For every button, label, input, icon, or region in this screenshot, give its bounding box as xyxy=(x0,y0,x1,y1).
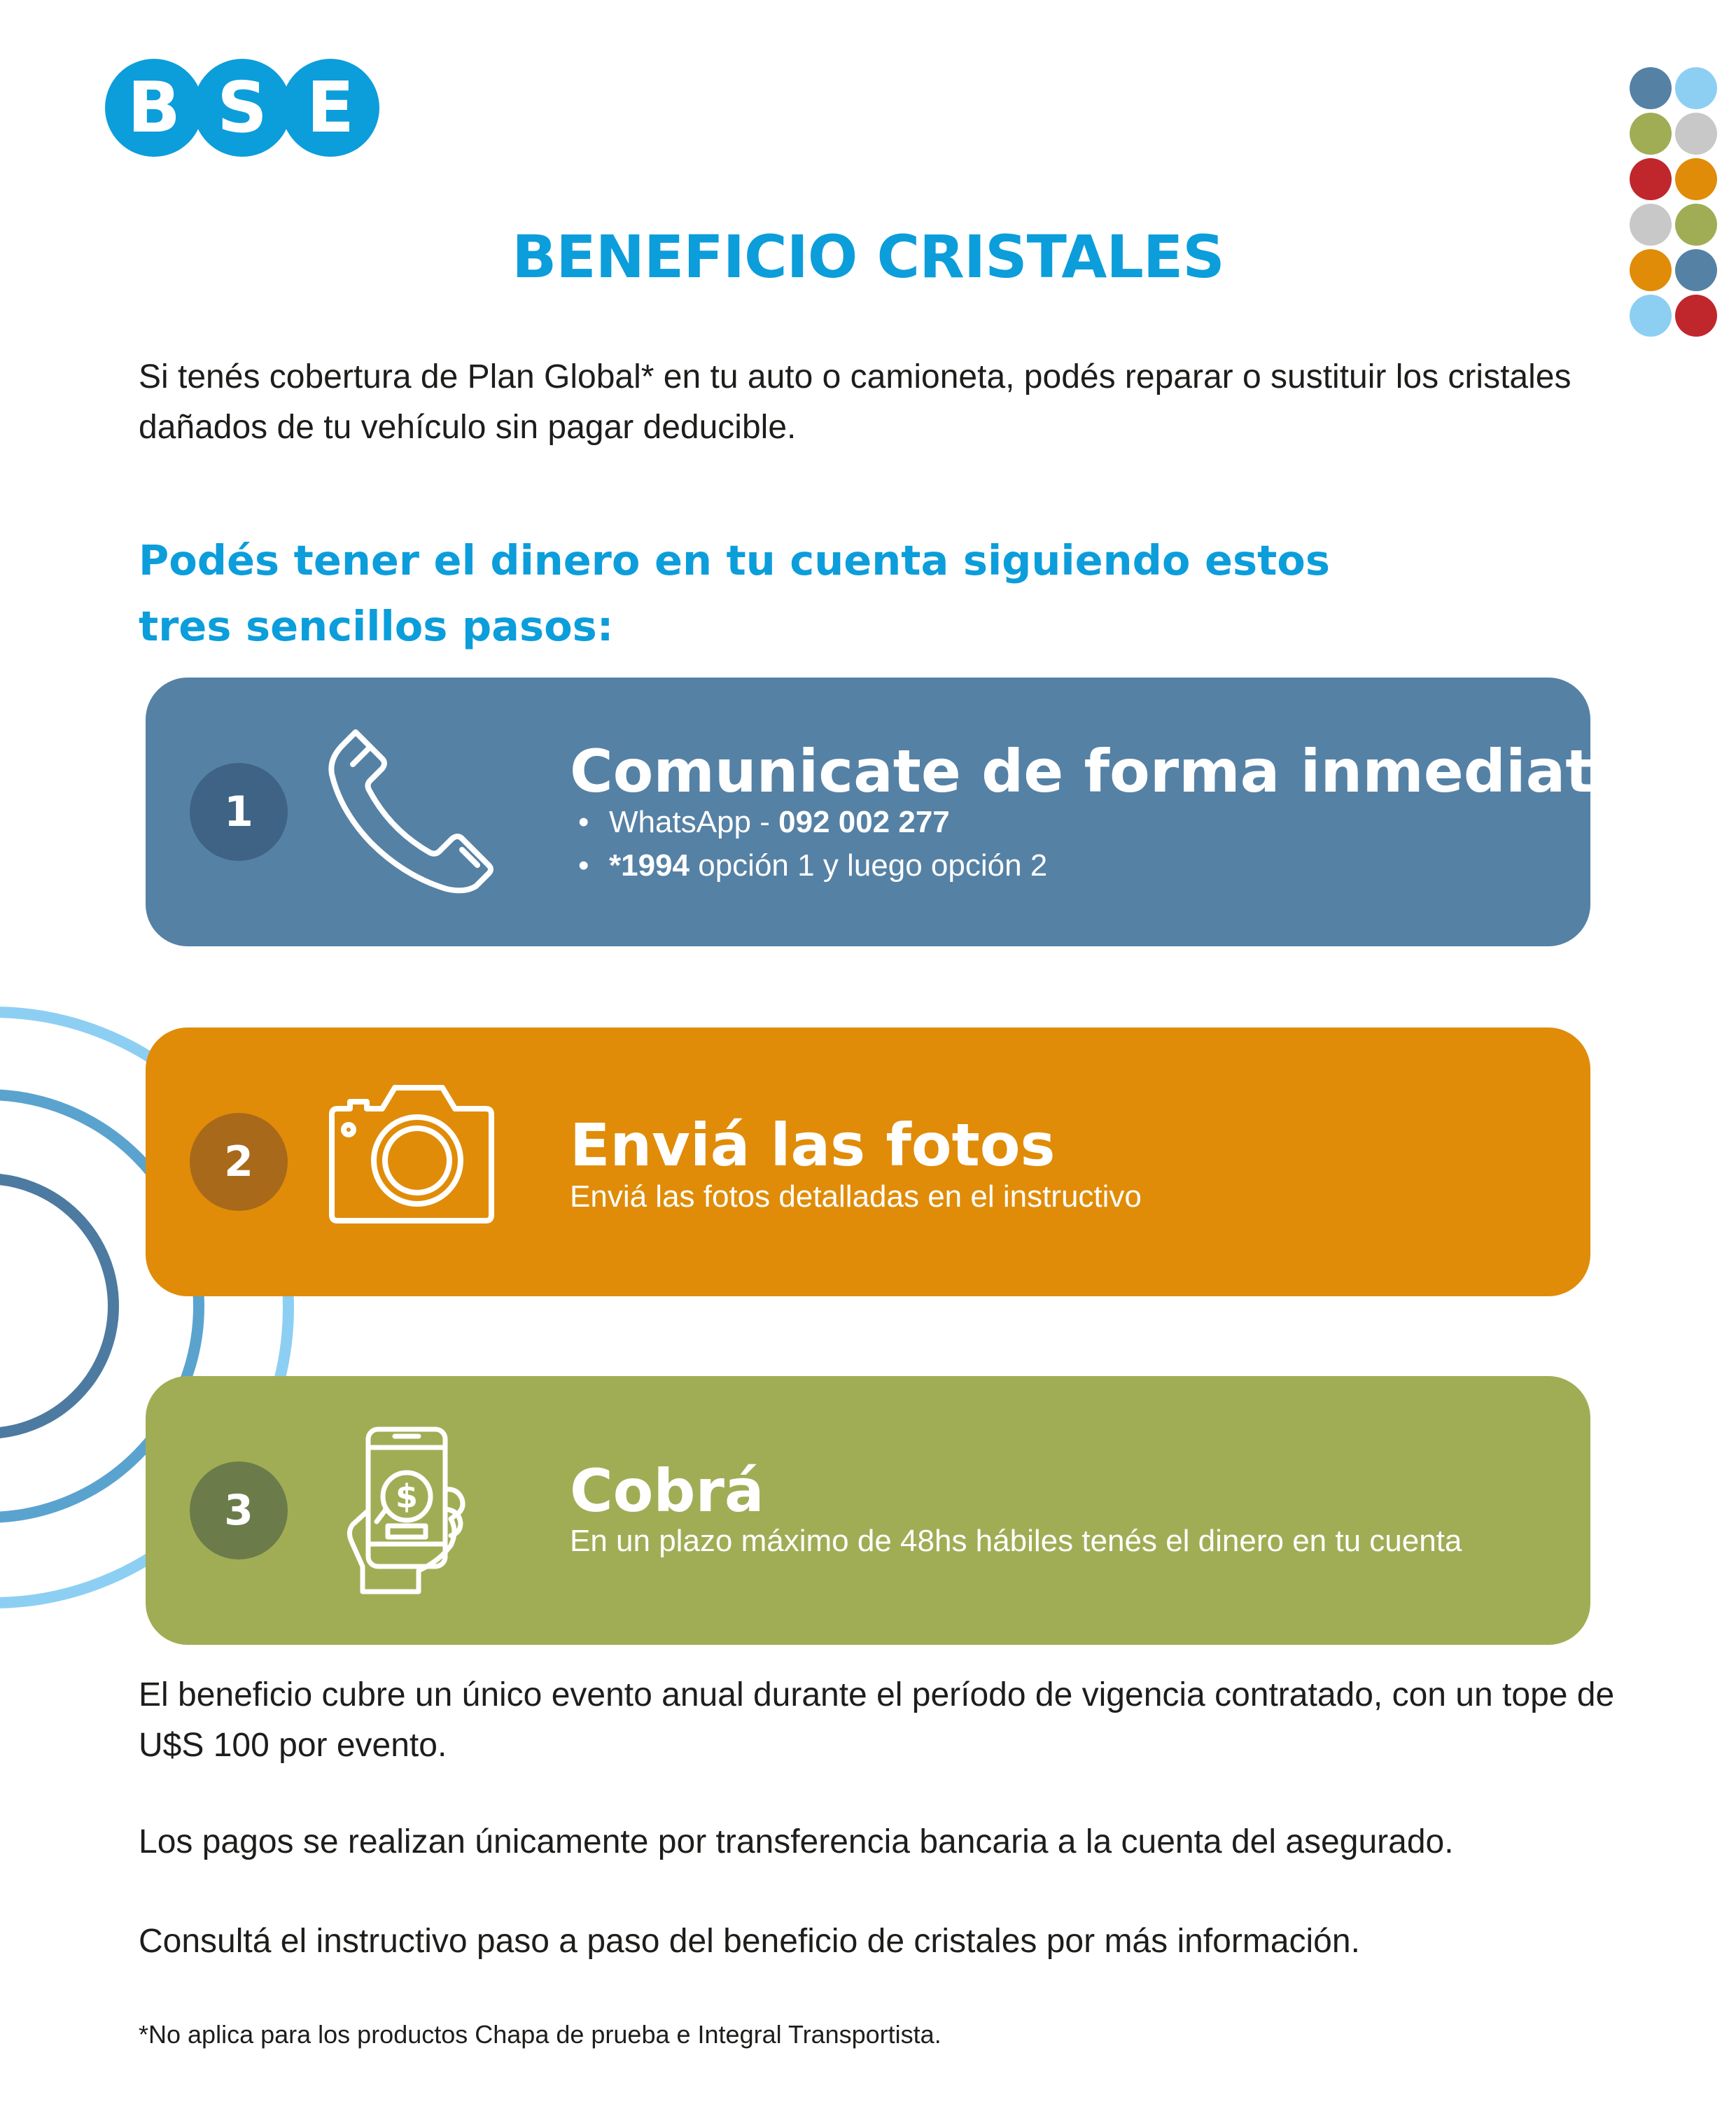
decorative-dot xyxy=(1675,113,1717,155)
svg-text:$: $ xyxy=(395,1478,419,1515)
phone-icon xyxy=(328,728,496,896)
step-card-2 xyxy=(146,1028,1590,1296)
decorative-dot xyxy=(1630,158,1672,200)
instructions-paragraph: Consultá el instructivo paso a paso del beneficio de cristales por más información. xyxy=(139,1923,1360,1960)
contact-label: WhatsApp - xyxy=(609,805,779,839)
contact-item-phone xyxy=(578,844,1047,888)
decorative-dot-grid xyxy=(1630,67,1729,340)
decorative-dot xyxy=(1630,67,1672,109)
step-title: Cobrá xyxy=(570,1457,764,1525)
page-title: BENEFICIO CRISTALES xyxy=(512,223,1224,291)
mobile-payment-icon xyxy=(328,1426,496,1594)
step-number: 1 xyxy=(190,763,288,861)
bse-logo xyxy=(105,59,370,157)
contact-item-whatsapp xyxy=(578,801,1047,844)
phone-shortcode: *1994 xyxy=(609,848,690,883)
decorative-dot xyxy=(1675,295,1717,337)
step-number: 2 xyxy=(190,1113,288,1211)
decorative-dot xyxy=(1630,113,1672,155)
logo-letter-s: S xyxy=(193,59,291,157)
phone-options: opción 1 y luego opción 2 xyxy=(690,848,1048,883)
step-description: En un plazo máximo de 48hs hábiles tenés el dinero en tu cuenta xyxy=(570,1524,1462,1558)
camera-icon xyxy=(328,1078,496,1246)
logo-letter-e: E xyxy=(281,59,379,157)
step-title: Comunicate de forma inmediata xyxy=(570,737,1634,806)
decorative-dot xyxy=(1675,158,1717,200)
decorative-dot xyxy=(1630,295,1672,337)
intro-text: Si tenés cobertura de Plan Global* en tu auto o camioneta, podés reparar o sustituir los cristales dañados de tu vehículo sin pagar deducible. xyxy=(139,358,1572,446)
whatsapp-number: 092 002 277 xyxy=(778,805,950,839)
payment-paragraph: Los pagos se realizan únicamente por transferencia bancaria a la cuenta del asegurado. xyxy=(139,1823,1454,1860)
step-number: 3 xyxy=(190,1461,288,1559)
decorative-dot xyxy=(1675,67,1717,109)
step-description: Enviá las fotos detalladas en el instructivo xyxy=(570,1179,1142,1214)
contact-list xyxy=(578,801,1047,888)
step-title: Enviá las fotos xyxy=(570,1111,1056,1179)
footnote: *No aplica para los productos Chapa de prueba e Integral Transportista. xyxy=(139,2020,941,2049)
logo-letter-b: B xyxy=(105,59,203,157)
step-card-3 xyxy=(146,1376,1590,1645)
coverage-paragraph: El beneficio cubre un único evento anual durante el período de vigencia contratado, con un tope de U$S 100 por evento. xyxy=(139,1676,1615,1764)
steps-subtitle: Podés tener el dinero en tu cuenta siguiendo estos tres sencillos pasos: xyxy=(139,536,1330,650)
step-card-1 xyxy=(146,678,1634,946)
